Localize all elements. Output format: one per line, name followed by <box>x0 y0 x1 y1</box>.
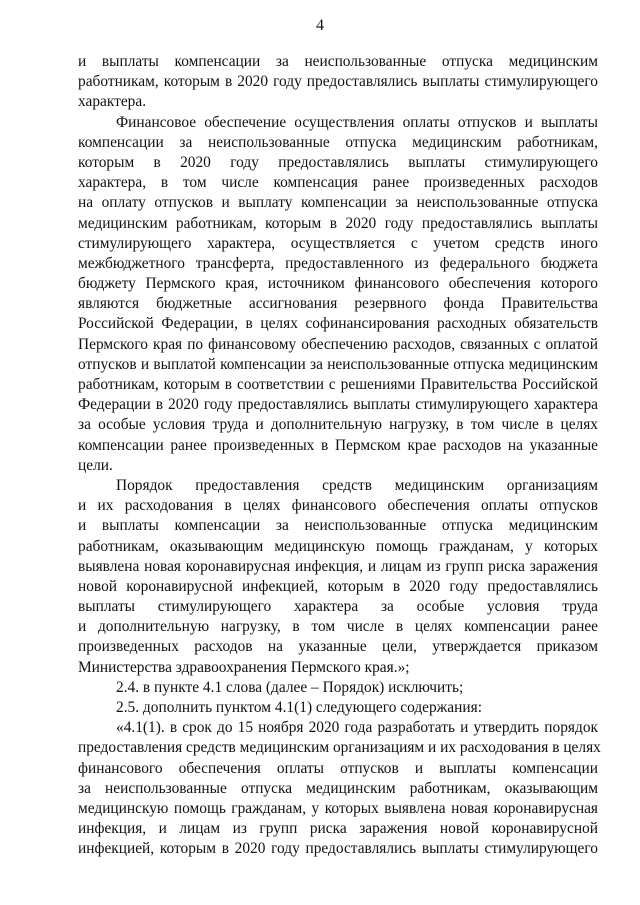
text-line: отпусков и выплатой компенсации за неиспользованные отпуска медицинским <box>78 355 598 373</box>
text-line: цели. <box>78 456 113 474</box>
text-line: новой коронавирусной инфекцией, которым в 2020 году предоставлялись <box>78 577 598 595</box>
text-line: выплаты стимулирующего характера за особые условия труда <box>78 598 598 616</box>
text-line: и их расходования в целях финансового обеспечения оплаты отпусков <box>78 497 598 515</box>
text-line: компенсации ранее произведенных в Пермском крае расходов на указанные <box>78 436 598 454</box>
text-line: Российской Федерации, в целях софинансирования расходных обязательств <box>78 315 598 333</box>
text-line: предоставления средств медицинским организациям и их расходования в целях <box>78 739 601 757</box>
text-line: бюджету Пермского края, источником финансового обеспечения которого <box>78 275 598 293</box>
text-line: и дополнительную нагрузку, в том числе в целях компенсации ранее <box>78 618 598 636</box>
text-line: характера. <box>78 93 147 111</box>
text-line: которым в 2020 году предоставлялись выплаты стимулирующего <box>78 153 598 171</box>
text-line: на оплату отпусков и выплату компенсации за неиспользованные отпуска <box>78 194 598 212</box>
text-line: инфекция, и лицам из групп риска заражения новой коронавирусной <box>78 820 598 838</box>
text-line: Пермского края по финансовому обеспечению расходов, связанных с оплатой <box>78 335 598 353</box>
text-line: за неиспользованные отпуска медицинским работникам, оказывающим <box>78 779 598 797</box>
text-line: Порядок предоставления средств медицинским организациям <box>116 476 598 494</box>
text-line: финансового обеспечения оплаты отпусков и выплаты компенсации <box>78 759 598 777</box>
text-line: Федерации в 2020 году предоставлялись выплаты стимулирующего характера <box>78 396 598 414</box>
page-number: 4 <box>316 17 324 34</box>
text-line: работникам, которым в 2020 году предоставлялись выплаты стимулирующего <box>78 73 598 91</box>
text-line: Министерства здравоохранения Пермского края.»; <box>78 658 410 676</box>
text-line: компенсации за неиспользованные отпуска медицинским работникам, <box>78 133 598 151</box>
body-text <box>78 52 601 860</box>
text-line: произведенных расходов на указанные цели, утверждается приказом <box>78 638 598 656</box>
text-line: за особые условия труда и дополнительную нагрузку, в том числе в целях <box>78 416 598 434</box>
text-line: медицинским работникам, которым в 2020 году предоставлялись выплаты <box>78 214 598 232</box>
text-line: работникам, оказывающим медицинскую помощь гражданам, у которых <box>78 537 598 555</box>
text-line: и выплаты компенсации за неиспользованные отпуска медицинским <box>78 53 598 70</box>
text-line: 2.5. дополнить пунктом 4.1(1) следующего содержания: <box>116 699 482 716</box>
text-line: инфекцией, которым в 2020 году предоставлялись выплаты стимулирующего <box>78 840 598 858</box>
text-line: и выплаты компенсации за неиспользованные отпуска медицинским <box>78 517 598 535</box>
text-line: 2.4. в пункте 4.1 слова (далее – Порядок) исключить; <box>116 678 464 696</box>
text-line: характера, в том числе компенсация ранее произведенных расходов <box>78 174 598 192</box>
text-line: выявлена новая коронавирусная инфекция, и лицам из групп риска заражения <box>78 557 598 575</box>
text-line: стимулирующего характера, осуществляется с учетом средств иного <box>78 234 598 252</box>
text-line: работникам, которым в соответствии с решениями Правительства Российской <box>78 376 598 393</box>
text-line: «4.1(1). в срок до 15 ноября 2020 года разработать и утвердить порядок <box>116 719 598 737</box>
text-line: медицинскую помощь гражданам, у которых выявлена новая коронавирусная <box>78 799 598 817</box>
text-line: Финансовое обеспечение осуществления оплаты отпусков и выплаты <box>116 113 598 131</box>
text-line: являются бюджетные ассигнования резервного фонда Правительства <box>78 295 598 313</box>
text-line: межбюджетного трансферта, предоставленного из федерального бюджета <box>78 254 598 272</box>
